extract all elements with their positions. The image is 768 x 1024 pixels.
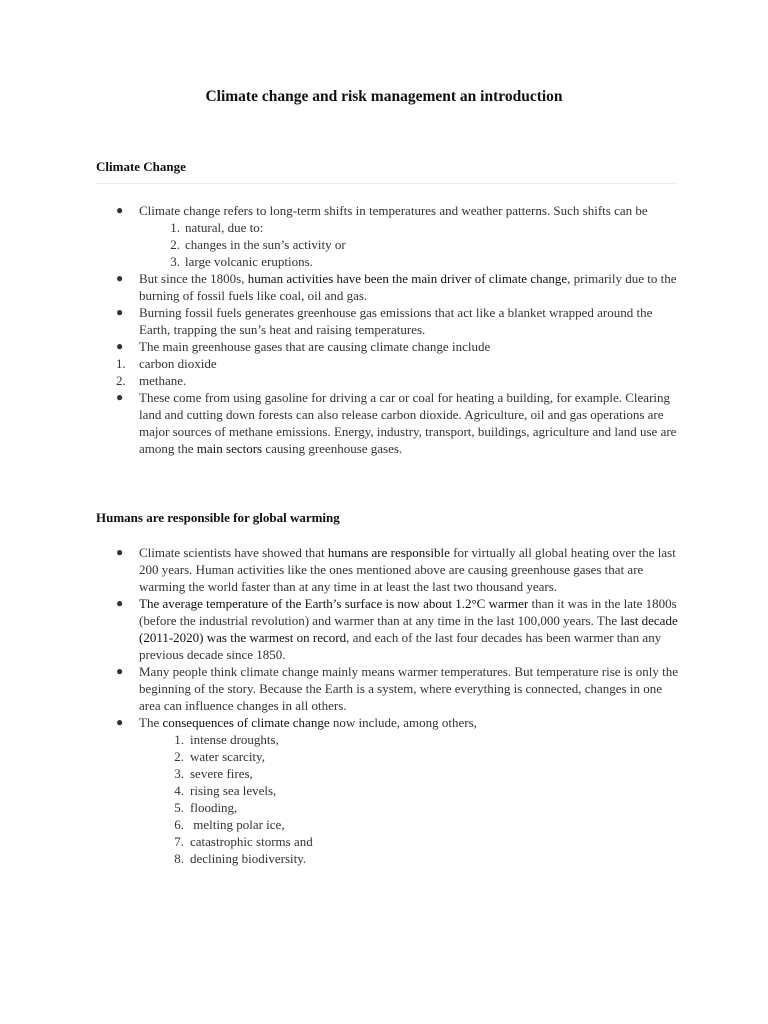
list-item: ● These come from using gasoline for driving a car or coal for heating a building, for example. Clearing land and cutting down forests can also release carbon dioxide. Agriculture, oil and gas operations are major sources of methane emissions. Energy, industry, transport, buildings, agriculture and land use are among the main sectors causing greenhouse gases. bbox=[116, 390, 677, 456]
link-average-temperature[interactable]: The average temperature of the Earth’s surface is now about 1.2°C warmer bbox=[139, 596, 529, 611]
list-item: ● The main greenhouse gases that are causing climate change include bbox=[116, 339, 491, 354]
link-main-sectors[interactable]: main sectors bbox=[196, 441, 263, 456]
section-heading-humans-responsible: Humans are responsible for global warming bbox=[96, 510, 340, 525]
link-human-activities[interactable]: human activities have been the main driver of climate change bbox=[247, 271, 568, 286]
list-item: 2. methane. bbox=[116, 373, 187, 388]
sub-list-item: 6. melting polar ice, bbox=[174, 817, 285, 832]
sub-list-item: 3. large volcanic eruptions. bbox=[170, 254, 313, 269]
section-divider bbox=[96, 183, 678, 184]
list-item: ● The average temperature of the Earth’s surface is now about 1.2°C warmer than it was in the late 1800s (before the industrial revolution) and warmer than at any time in the last 100,000 years. The last decade (2011-2020) was the warmest on record, and each of the last four decades has been warmer than any previous decade since 1850. bbox=[116, 596, 678, 662]
link-consequences[interactable]: consequences of climate change bbox=[162, 715, 330, 730]
sub-list-item: 8. declining biodiversity. bbox=[174, 851, 307, 866]
sub-list-item: 4. rising sea levels, bbox=[174, 783, 277, 798]
sub-list-item: 5. flooding, bbox=[174, 800, 238, 815]
list-item: ● Climate change refers to long-term shifts in temperatures and weather patterns. Such shifts can be bbox=[116, 203, 648, 218]
list-item: 1. carbon dioxide bbox=[116, 356, 217, 371]
list-item: ● But since the 1800s, human activities have been the main driver of climate change, primarily due to the burning of fossil fuels like coal, oil and gas. bbox=[116, 271, 677, 303]
link-humans-responsible[interactable]: humans are responsible bbox=[327, 545, 450, 560]
sub-list-item: 1. intense droughts, bbox=[174, 732, 279, 747]
list-item: ● Many people think climate change mainly means warmer temperatures. But temperature rise is only the beginning of the story. Because the Earth is a system, where everything is connected, changes in one area can influence changes in all others. bbox=[116, 664, 678, 713]
list-item: ● Climate scientists have showed that humans are responsible for virtually all global heating over the last 200 years. Human activities like the ones mentioned above are causing greenhouse gases that are warming the world faster than at any time in at least the last two thousand years. bbox=[116, 545, 676, 594]
sub-list-item: 3. severe fires, bbox=[174, 766, 253, 781]
list-item: ● Burning fossil fuels generates greenhouse gas emissions that act like a blanket wrapped around the Earth, trapping the sun’s heat and raising temperatures. bbox=[116, 305, 653, 337]
document-title: Climate change and risk management an introduction bbox=[205, 88, 563, 105]
list-item: ● The consequences of climate change now include, among others, bbox=[116, 715, 477, 730]
section-heading-climate-change: Climate Change bbox=[96, 159, 186, 174]
sub-list-item: 2. changes in the sun’s activity or bbox=[170, 237, 346, 252]
sub-list-item: 2. water scarcity, bbox=[174, 749, 265, 764]
bullet-marker: ● bbox=[116, 203, 124, 217]
link-last-decade[interactable]: last decade (2011-2020) was the warmest on record bbox=[139, 613, 678, 645]
climate-change-list bbox=[0, 202, 768, 457]
humans-responsible-list bbox=[0, 544, 768, 867]
sub-list-item: 1. natural, due to: bbox=[170, 220, 264, 235]
sub-list-item: 7. catastrophic storms and bbox=[174, 834, 313, 849]
